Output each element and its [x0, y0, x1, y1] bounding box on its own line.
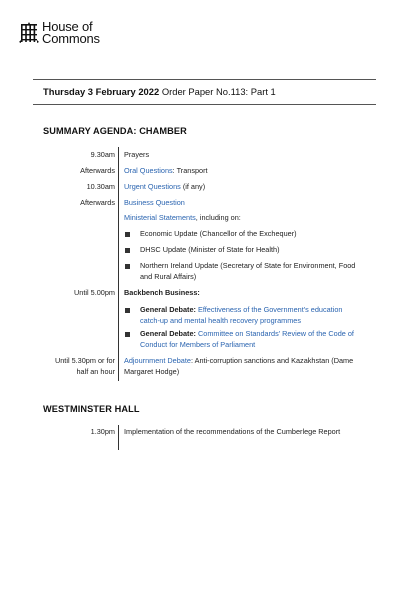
agenda-item-urgent-questions [124, 182, 364, 193]
square-bullet-icon [125, 248, 130, 253]
urgent-questions-note: (if any) [180, 182, 206, 191]
ministerial-statements-link[interactable]: Ministerial Statements [124, 213, 196, 222]
square-bullet-icon [125, 264, 130, 269]
logo-line-1: House of [42, 19, 93, 34]
square-bullet-icon [125, 308, 130, 313]
agenda-item-prayers: Prayers [124, 150, 150, 159]
urgent-questions-link[interactable]: Urgent Questions [124, 182, 181, 191]
adjournment-debate-subject: : Anti-corruption sanctions and Kazakhstan (Dame Margaret Hodge) [124, 356, 354, 376]
agenda-item-cumberlege: Implementation of the recommendations of the Cumberlege Report [124, 427, 341, 436]
debate-label: General Debate: [140, 329, 196, 338]
order-paper-date: Thursday 3 February 2022 [43, 86, 160, 97]
oral-questions-link[interactable]: Oral Questions [124, 166, 173, 175]
statement-text: DHSC Update (Minister of State for Health) [140, 245, 280, 254]
statement-text: Northern Ireland Update (Secretary of State for Environment, Food and Rural Affairs) [140, 261, 356, 281]
statement-text: Economic Update (Chancellor of the Exchequer) [140, 229, 297, 238]
debate-text [140, 305, 362, 326]
order-paper-title [43, 86, 276, 97]
agenda-time-line-2: half an hour [76, 366, 115, 376]
westminster-timeline-rule [118, 425, 119, 450]
logo-line-2: Commons [42, 31, 100, 46]
house-of-commons-logo [19, 21, 100, 45]
debate-education-link[interactable]: Effectiveness of the Government's education catch-up and mental health recovery programmes [140, 305, 343, 325]
agenda-time [55, 356, 115, 377]
agenda-time: 9.30am [90, 150, 115, 159]
adjournment-debate-link[interactable]: Adjournment Debate [124, 356, 191, 365]
agenda-item-ministerial-statements [124, 213, 364, 224]
agenda-item-backbench-business: Backbench Business: [124, 288, 200, 297]
portcullis-icon [19, 22, 39, 44]
westminster-hall-heading: WESTMINSTER HALL [43, 404, 140, 414]
agenda-time: Until 5.00pm [74, 288, 115, 297]
agenda-item-oral-questions [124, 166, 364, 177]
debate-standards-link[interactable]: Committee on Standards' Review of the Code of Conduct for Members of Parliament [140, 329, 354, 349]
logo-wordmark [42, 21, 100, 45]
agenda-time: Afterwards [80, 166, 115, 175]
order-paper-number: Order Paper No.113: Part 1 [161, 86, 276, 97]
oral-questions-subject: : Transport [172, 166, 208, 175]
chamber-heading: SUMMARY AGENDA: CHAMBER [43, 126, 187, 136]
agenda-time: 10.30am [86, 182, 115, 191]
agenda-time-line-1: Until 5.30pm or for [54, 356, 115, 365]
chamber-timeline-rule [118, 147, 119, 381]
ministerial-statements-intro: , including on: [195, 213, 241, 222]
square-bullet-icon [125, 332, 130, 337]
debate-text [140, 329, 362, 350]
divider-bottom [33, 104, 376, 105]
business-question-link[interactable]: Business Question [124, 198, 185, 207]
agenda-item-business-question [124, 198, 364, 209]
agenda-time: 1.30pm [90, 427, 115, 436]
debate-label: General Debate: [140, 305, 196, 314]
agenda-time: Afterwards [80, 198, 115, 207]
divider-top [33, 79, 376, 80]
square-bullet-icon [125, 232, 130, 237]
agenda-item-adjournment [124, 356, 364, 377]
